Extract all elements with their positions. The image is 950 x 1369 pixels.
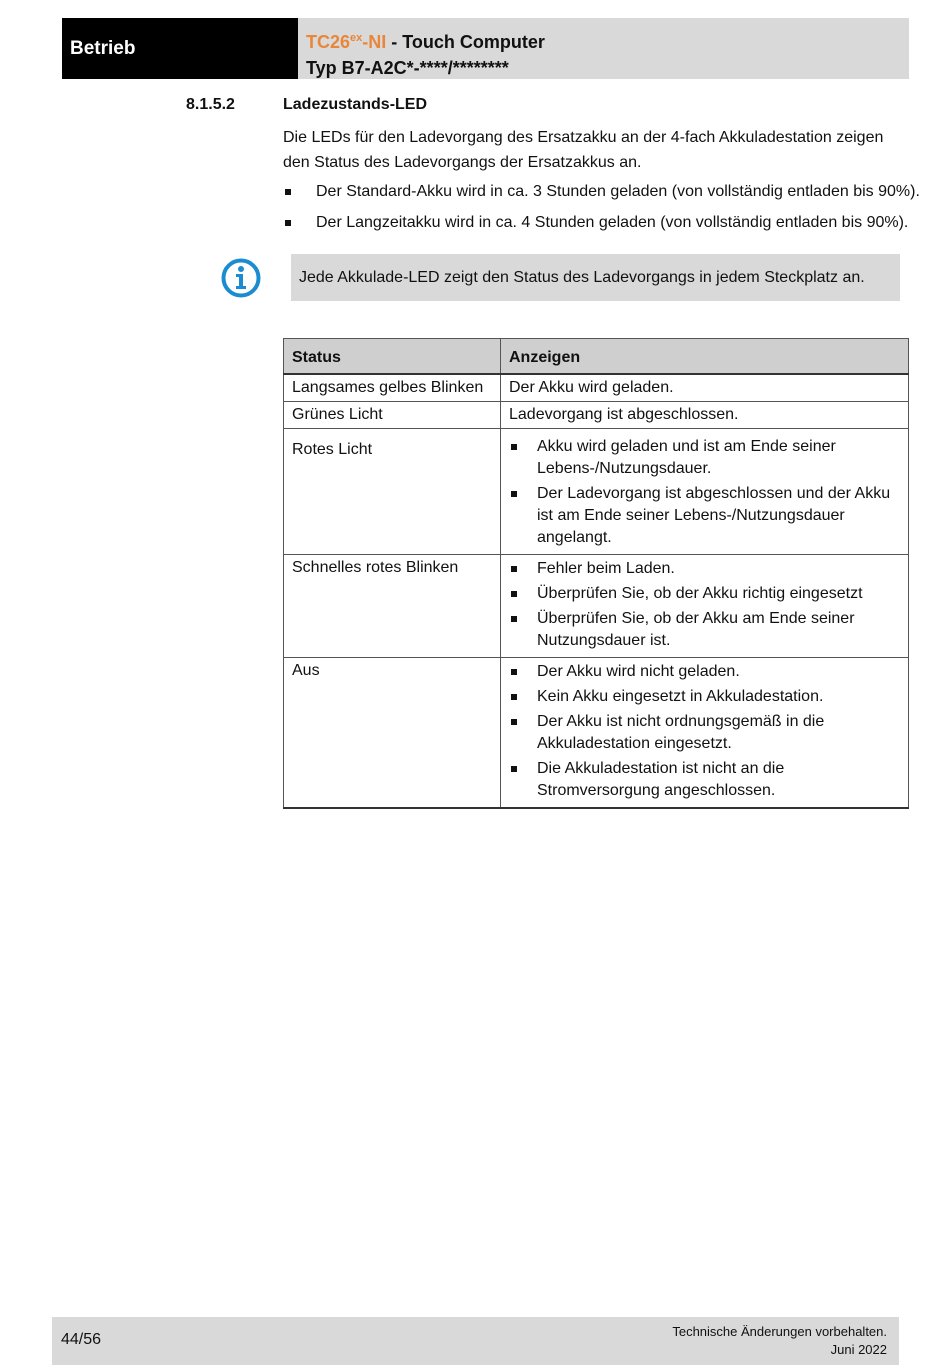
indication-cell: Der Akku wird geladen.: [501, 374, 909, 402]
product-title: [306, 25, 909, 55]
cell-list-item-text: Fehler beim Laden.: [537, 560, 675, 577]
list-item-text: Der Standard-Akku wird in ca. 3 Stunden geladen (von vollständig entladen bis 90%).: [316, 183, 920, 200]
bullet-square: [285, 220, 291, 226]
cell-list-item-text: Akku wird geladen und ist am Ende seiner Lebens-/Nutzungsdauer.: [537, 438, 836, 477]
column-header-anzeigen: Anzeigen: [501, 339, 909, 375]
indication-cell: [501, 658, 909, 809]
cell-list-item: [509, 483, 900, 549]
bullet-square: [285, 189, 291, 195]
product-name-prefix: TC26: [306, 32, 351, 52]
section-number: 8.1.5.2: [186, 96, 235, 113]
info-icon: [220, 257, 262, 299]
bullet-square: [511, 566, 517, 572]
status-cell: Aus: [284, 658, 501, 809]
cell-list-item: [509, 583, 900, 605]
column-header-status: Status: [284, 339, 501, 375]
info-note: Jede Akkulade-LED zeigt den Status des Ladevorgangs in jedem Steckplatz an.: [291, 254, 900, 301]
header-section-label: Betrieb: [62, 18, 298, 79]
table-row: [284, 555, 909, 658]
bullet-square: [511, 616, 517, 622]
bullet-square: [511, 719, 517, 725]
bullet-square: [511, 694, 517, 700]
footer-date: Juni 2022: [830, 1342, 887, 1357]
cell-list-item: [509, 711, 900, 755]
section-title: Ladezustands-LED: [283, 96, 428, 113]
status-cell: Grünes Licht: [284, 402, 501, 429]
cell-list-item-text: Überprüfen Sie, ob der Akku am Ende seiner Nutzungsdauer ist.: [537, 610, 855, 649]
cell-list-item-text: Überprüfen Sie, ob der Akku richtig eingesetzt: [537, 585, 863, 602]
cell-list-item: [509, 758, 900, 802]
cell-list-item: [509, 558, 900, 580]
cell-list-item: [509, 661, 900, 683]
table-row: [284, 429, 909, 555]
bullet-square: [511, 766, 517, 772]
bullet-square: [511, 669, 517, 675]
cell-list-item-text: Der Akku ist nicht ordnungsgemäß in die Akkuladestation eingesetzt.: [537, 713, 825, 752]
product-name-rest: - Touch Computer: [386, 32, 545, 52]
status-cell: Rotes Licht: [284, 429, 501, 555]
status-cell: Langsames gelbes Blinken: [284, 374, 501, 402]
cell-list-item-text: Der Akku wird nicht geladen.: [537, 663, 740, 680]
led-status-table: [283, 338, 909, 809]
table-row: [284, 374, 909, 402]
table-header-row: [284, 339, 909, 375]
cell-list-item: [509, 608, 900, 652]
footer-disclaimer: Technische Änderungen vorbehalten.: [672, 1324, 887, 1339]
table-row: [284, 402, 909, 429]
cell-list-item-text: Die Akkuladestation ist nicht an die Stromversorgung angeschlossen.: [537, 760, 785, 799]
product-type: Typ B7-A2C*-****/********: [306, 58, 509, 78]
cell-list-item-text: Der Ladevorgang ist abgeschlossen und der Akku ist am Ende seiner Lebens-/Nutzungsdauer angelangt.: [537, 485, 891, 546]
status-cell: Schnelles rotes Blinken: [284, 555, 501, 658]
intro-paragraph: Die LEDs für den Ladevorgang des Ersatzakku an der 4-fach Akkuladestation zeigen den Status des Ladevorgangs der Ersatzakkus an.: [283, 129, 884, 171]
page-footer: [52, 1317, 899, 1365]
product-name-suffix: -NI: [362, 32, 387, 52]
indication-cell: Ladevorgang ist abgeschlossen.: [501, 402, 909, 429]
bullet-square: [511, 444, 517, 450]
cell-list-item-text: Kein Akku eingesetzt in Akkuladestation.: [537, 688, 824, 705]
product-name-sup: ex: [350, 32, 363, 44]
cell-list-item: [509, 436, 900, 480]
list-item-text: Der Langzeitakku wird in ca. 4 Stunden geladen (von vollständig entladen bis 90%).: [316, 214, 909, 231]
header-product: [298, 18, 909, 79]
footer-notice: [672, 1323, 887, 1359]
indication-cell: [501, 555, 909, 658]
bullet-square: [511, 591, 517, 597]
cell-list-item: [509, 686, 900, 708]
bullet-square: [511, 491, 517, 497]
table-row: [284, 658, 909, 809]
page-number: 44/56: [61, 1331, 102, 1348]
indication-cell: [501, 429, 909, 555]
